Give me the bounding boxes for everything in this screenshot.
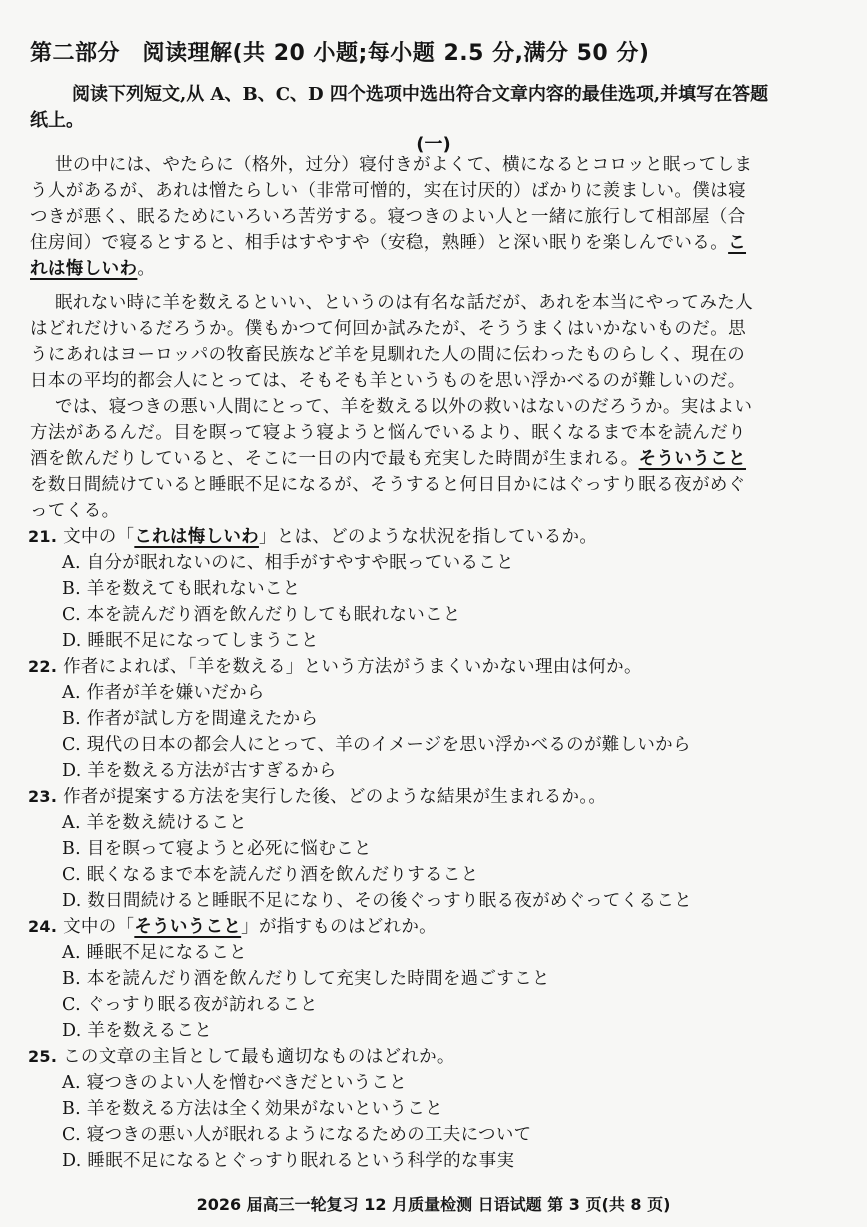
- question-number: 21.: [28, 527, 58, 546]
- section-title: 第二部分 阅读理解(共 20 小题;每小题 2.5 分,满分 50 分): [30, 41, 650, 66]
- question-number: 24.: [28, 917, 58, 936]
- question-stem: [28, 784, 606, 810]
- option-c: C. 寝つきの悪い人が眠れるようになるための工夫について: [62, 1125, 532, 1145]
- option-b: B. 目を瞑って寝ようと必死に悩むこと: [62, 839, 372, 859]
- option-c: C. 現代の日本の都会人にとって、羊のイメージを思い浮かべるのが難しいから: [62, 735, 691, 755]
- passage-line: [30, 256, 836, 282]
- question-text: 文中の「: [63, 527, 135, 547]
- option-d: D. 羊を数える方法が古すぎるから: [62, 761, 337, 781]
- question-number: 22.: [28, 657, 58, 676]
- option-c: C. ぐっすり眠る夜が訪れること: [62, 995, 318, 1015]
- option-c: C. 眠くなるまで本を読んだり酒を飲んだりすること: [62, 865, 479, 885]
- question-text: この文章の主旨として最も適切なものはどれか。: [63, 1047, 455, 1067]
- passage-line: はどれだけいるだろうか。僕もかつて何回か試みたが、そううまくはいかないものだ。思: [30, 319, 746, 339]
- underlined-phrase: れは悔しいわ: [30, 259, 138, 279]
- passage-line: う人があるが、あれは憎たらしい（非常可憎的，实在讨厌的）ばかりに羨ましい。僕は寝: [30, 181, 746, 201]
- page-footer: 2026 届高三一轮复习 12 月质量检测 日语试题 第 3 页(共 8 页): [196, 1195, 671, 1214]
- question-number: 25.: [28, 1047, 58, 1066]
- option-d: D. 数日間続けると睡眠不足になり、その後ぐっすり眠る夜がめぐってくること: [62, 891, 692, 911]
- option-b: B. 作者が試し方を間違えたから: [62, 709, 319, 729]
- passage-line: 眠れない時に羊を数えるといい、というのは有名な話だが、あれを本当にやってみた人: [55, 293, 754, 313]
- question-text: 作者によれば、「羊を数える」という方法がうまくいかない理由は何か。: [63, 657, 642, 677]
- question-stem: [28, 654, 642, 680]
- passage-text: 住房间）で寝るとすると、相手はすやすや（安稳，熟睡）と深い眠りを楽しんでいる。: [30, 233, 729, 253]
- option-b: B. 本を読んだり酒を飲んだりして充実した時間を過ごすこと: [62, 969, 550, 989]
- option-a: A. 作者が羊を嫌いだから: [62, 683, 265, 703]
- question-stem: [28, 1044, 455, 1070]
- passage-text: 酒を飲んだりしていると、そこに一日の内で最も充実した時間が生まれる。: [30, 449, 639, 469]
- option-d: D. 睡眠不足になるとぐっすり眠れるという科学的な事実: [62, 1151, 515, 1171]
- passage-line: つきが悪く、眠るためにいろいろ苦労する。寝つきのよい人と一緒に旅行して相部屋（合: [30, 207, 746, 227]
- question-stem: [28, 524, 597, 550]
- question-stem: [28, 914, 437, 940]
- question-text: 」とは、どのような状況を指しているか。: [258, 527, 598, 547]
- option-a: A. 睡眠不足になること: [62, 943, 247, 963]
- question-number: 23.: [28, 787, 58, 806]
- option-d: D. 睡眠不足になってしまうこと: [62, 631, 319, 651]
- passage-line: を数日間続けていると睡眠不足になるが、そうすると何日目かにはぐっすり眠る夜がめぐ: [30, 475, 746, 495]
- option-c: C. 本を読んだり酒を飲んだりしても眠れないこと: [62, 605, 461, 625]
- passage-line: うにあれはヨーロッパの牧畜民族など羊を見馴れた人の間に伝わったものらしく、現在の: [30, 345, 746, 365]
- option-b: B. 羊を数える方法は全く効果がないということ: [62, 1099, 443, 1119]
- passage-line: 世の中には、やたらに（格外，过分）寝付きがよくて、横になるとコロッと眠ってしま: [55, 155, 753, 175]
- option-d: D. 羊を数えること: [62, 1021, 213, 1041]
- question-text: 」が指すものはどれか。: [241, 917, 437, 937]
- option-a: A. 寝つきのよい人を憎むべきだということ: [62, 1073, 408, 1093]
- passage-line: 日本の平均的都会人にとっては、そもそも羊というものを思い浮かべるのが難しいのだ。: [30, 371, 746, 391]
- passage-line: ってくる。: [30, 501, 120, 521]
- question-text: 文中の「: [63, 917, 135, 937]
- question-quote: そういうこと: [134, 917, 242, 937]
- instruction-line-2: 纸上。: [30, 110, 84, 131]
- passage-line: 方法があるんだ。目を瞑って寝よう寝ようと悩んでいるより、眠くなるまで本を読んだり: [30, 423, 746, 443]
- instruction-line-1: 阅读下列短文,从 A、B、C、D 四个选项中选出符合文章内容的最佳选项,并填写在答题: [72, 84, 769, 105]
- option-b: B. 羊を数えても眠れないこと: [62, 579, 301, 599]
- option-a: A. 羊を数え続けること: [62, 813, 247, 833]
- option-a: A. 自分が眠れないのに、相手がすやすや眠っていること: [62, 553, 514, 573]
- question-text: 作者が提案する方法を実行した後、どのような結果が生まれるか。。: [63, 787, 607, 807]
- passage-number: (一): [416, 134, 451, 155]
- underlined-phrase: こ: [728, 233, 747, 253]
- underlined-phrase: そういうこと: [638, 449, 747, 469]
- passage-line: [30, 446, 836, 472]
- passage-text: 。: [137, 259, 156, 279]
- passage-line: [30, 230, 836, 256]
- question-quote: これは悔しいわ: [134, 527, 259, 547]
- passage-line: では、寝つきの悪い人間にとって、羊を数える以外の救いはないのだろうか。実はよい: [55, 397, 753, 417]
